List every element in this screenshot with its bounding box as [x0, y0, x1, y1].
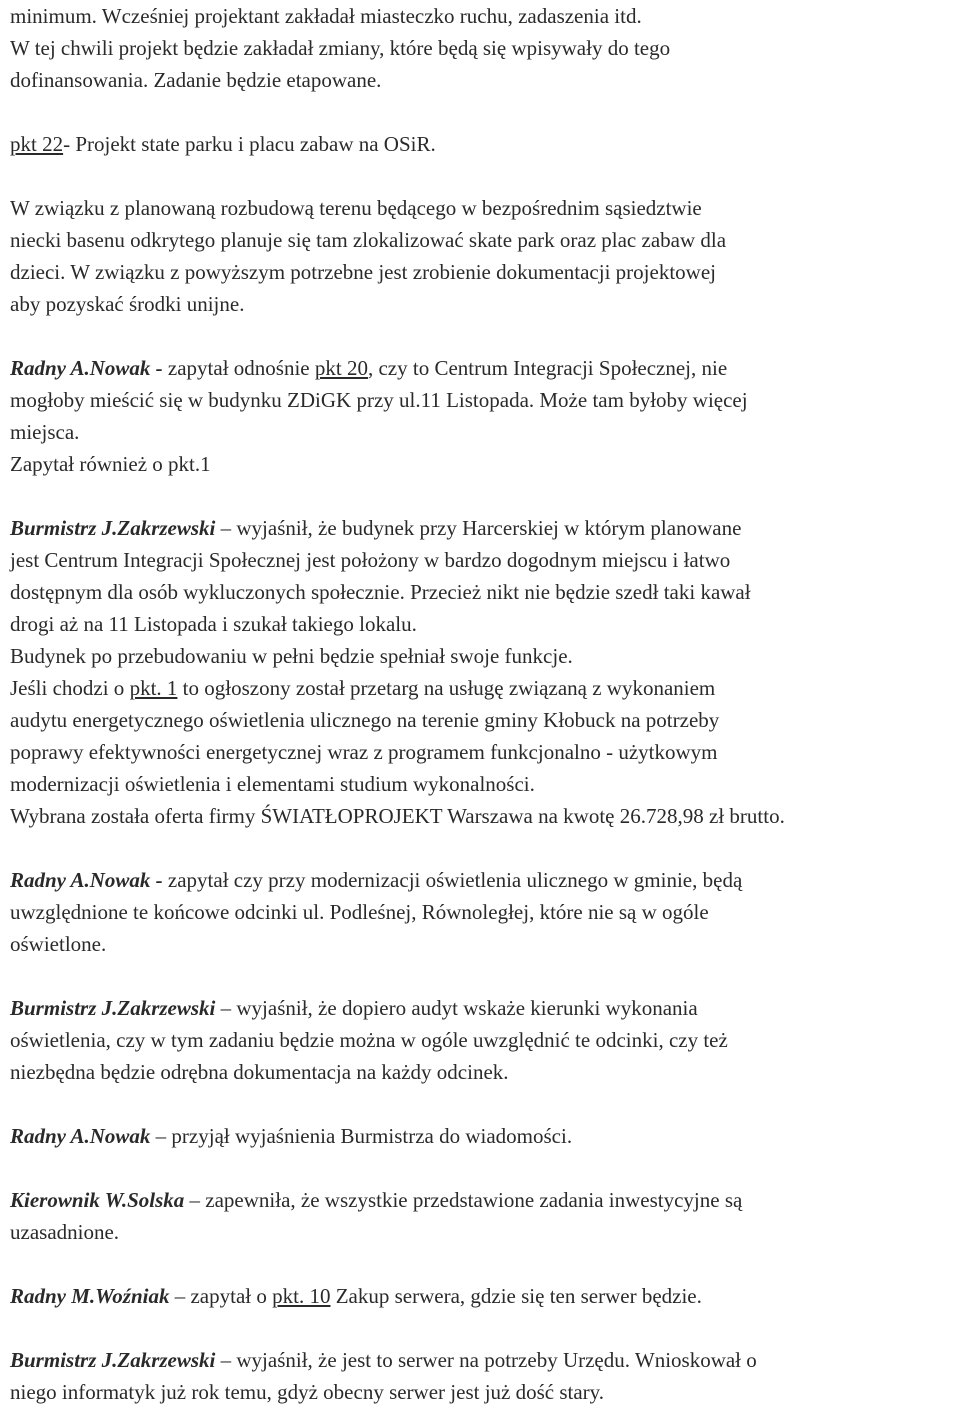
text-span: – zapewniła, że wszystkie przedstawione zadania inwestycyjne są [184, 1188, 743, 1212]
speaker-name: Burmistrz J.Zakrzewski [10, 516, 216, 540]
paragraph-skatepark [10, 192, 960, 320]
speaker-name: Kierownik W.Solska [10, 1188, 185, 1212]
text-line: drogi aż na 11 Listopada i szukał takiego lokalu. [10, 612, 417, 636]
text-line [10, 352, 960, 384]
text-line: niego informatyk już rok temu, gdyż obecny serwer jest już dość stary. [10, 1380, 605, 1404]
speaker-name: Radny M.Woźniak [10, 1284, 170, 1308]
speaker-name: Radny A.Nowak - [10, 868, 163, 892]
paragraph-zakrzewski-answer [10, 512, 960, 832]
text-line: oświetlone. [10, 932, 107, 956]
paragraph-gap [10, 1088, 960, 1120]
text-line: Budynek po przebudowaniu w pełni będzie spełniał swoje funkcje. [10, 644, 573, 668]
text-line [10, 1184, 960, 1216]
text-line [10, 128, 960, 160]
text-line [10, 1120, 960, 1152]
paragraph-pkt22 [10, 128, 960, 160]
text-line: dzieci. W związku z powyższym potrzebne jest zrobienie dokumentacji projektowej [10, 260, 716, 284]
paragraph-gap [10, 96, 960, 128]
paragraph-gap [10, 320, 960, 352]
paragraph-gap [10, 1248, 960, 1280]
text-span: - Projekt state parku i placu zabaw na OSiR. [63, 132, 436, 156]
paragraph-gap [10, 832, 960, 864]
text-line: miejsca. [10, 420, 80, 444]
text-line: audytu energetycznego oświetlenia ulicznego na terenie gminy Kłobuck na potrzeby [10, 708, 720, 732]
paragraph-nowak-lighting [10, 864, 960, 960]
text-line [10, 992, 960, 1024]
pkt-reference: pkt. 10 [272, 1284, 331, 1308]
paragraph-gap [10, 960, 960, 992]
text-line: modernizacji oświetlenia i elementami studium wykonalności. [10, 772, 535, 796]
speaker-name: Radny A.Nowak [10, 1124, 151, 1148]
text-span: to ogłoszony został przetarg na usługę związaną z wykonaniem [177, 676, 716, 700]
text-span: Jeśli chodzi o [10, 676, 130, 700]
text-span: , czy to Centrum Integracji Społecznej, nie [367, 356, 728, 380]
text-line [10, 512, 960, 544]
text-span: zapytał odnośnie [162, 356, 315, 380]
text-line: dofinansowania. Zadanie będzie etapowane. [10, 68, 382, 92]
text-span: – zapytał o [169, 1284, 273, 1308]
text-line: jest Centrum Integracji Społecznej jest położony w bardzo dogodnym miejscu i łatwo [10, 548, 731, 572]
paragraph-gap [10, 160, 960, 192]
text-line: dostępnym dla osób wykluczonych społecznie. Przecież nikt nie będzie szedł taki kawał [10, 580, 751, 604]
paragraph-gap [10, 1312, 960, 1344]
text-line: W tej chwili projekt będzie zakładał zmiany, które będą się wpisywały do tego [10, 36, 671, 60]
text-line: mogłoby mieścić się w budynku ZDiGK przy ul.11 Listopada. Może tam byłoby więcej [10, 388, 748, 412]
paragraph-zakrzewski-server [10, 1344, 960, 1408]
text-line: niezbędna będzie odrębna dokumentacja na każdy odcinek. [10, 1060, 509, 1084]
speaker-name: Burmistrz J.Zakrzewski [10, 1348, 216, 1372]
text-line: uzasadnione. [10, 1220, 120, 1244]
paragraph-wozniak [10, 1280, 960, 1312]
paragraph-intro [10, 0, 960, 96]
text-line: uwzględnione te końcowe odcinki ul. Podleśnej, Równoległej, które nie są w ogóle [10, 900, 709, 924]
pkt-reference: pkt. 1 [129, 676, 178, 700]
text-line [10, 672, 960, 704]
speaker-name: Burmistrz J.Zakrzewski [10, 996, 216, 1020]
speaker-name: Radny A.Nowak - [10, 356, 163, 380]
text-line: niecki basenu odkrytego planuje się tam zlokalizować skate park oraz plac zabaw dla [10, 228, 727, 252]
text-line: W związku z planowaną rozbudową terenu będącego w bezpośrednim sąsiedztwie [10, 196, 702, 220]
text-line [10, 864, 960, 896]
paragraph-nowak-question [10, 352, 960, 480]
text-line: oświetlenia, czy w tym zadaniu będzie można w ogóle uwzględnić te odcinki, czy też [10, 1028, 728, 1052]
paragraph-solska [10, 1184, 960, 1248]
text-span: – wyjaśnił, że budynek przy Harcerskiej w którym planowane [215, 516, 742, 540]
paragraph-nowak-accept [10, 1120, 960, 1152]
text-line: poprawy efektywności energetycznej wraz z programem funkcjonalno - użytkowym [10, 740, 718, 764]
pkt-reference: pkt 20 [314, 356, 368, 380]
pkt-reference: pkt 22 [10, 132, 64, 156]
text-span: zapytał czy przy modernizacji oświetlenia ulicznego w gminie, będą [162, 868, 743, 892]
paragraph-gap [10, 1152, 960, 1184]
paragraph-gap [10, 480, 960, 512]
text-span: – wyjaśnił, że dopiero audyt wskaże kierunki wykonania [215, 996, 698, 1020]
paragraph-zakrzewski-audit [10, 992, 960, 1088]
text-span: Zakup serwera, gdzie się ten serwer będzie. [330, 1284, 702, 1308]
text-span: – wyjaśnił, że jest to serwer na potrzeby Urzędu. Wnioskował o [215, 1348, 757, 1372]
text-line: minimum. Wcześniej projektant zakładał miasteczko ruchu, zadaszenia itd. [10, 4, 642, 28]
text-line [10, 1280, 960, 1312]
text-line: Zapytał również o pkt.1 [10, 452, 211, 476]
text-line: aby pozyskać środki unijne. [10, 292, 245, 316]
text-line [10, 1344, 960, 1376]
text-span: – przyjął wyjaśnienia Burmistrza do wiadomości. [150, 1124, 573, 1148]
text-line: Wybrana została oferta firmy ŚWIATŁOPROJEKT Warszawa na kwotę 26.728,98 zł brutto. [10, 804, 785, 828]
document-page [10, 0, 960, 1408]
